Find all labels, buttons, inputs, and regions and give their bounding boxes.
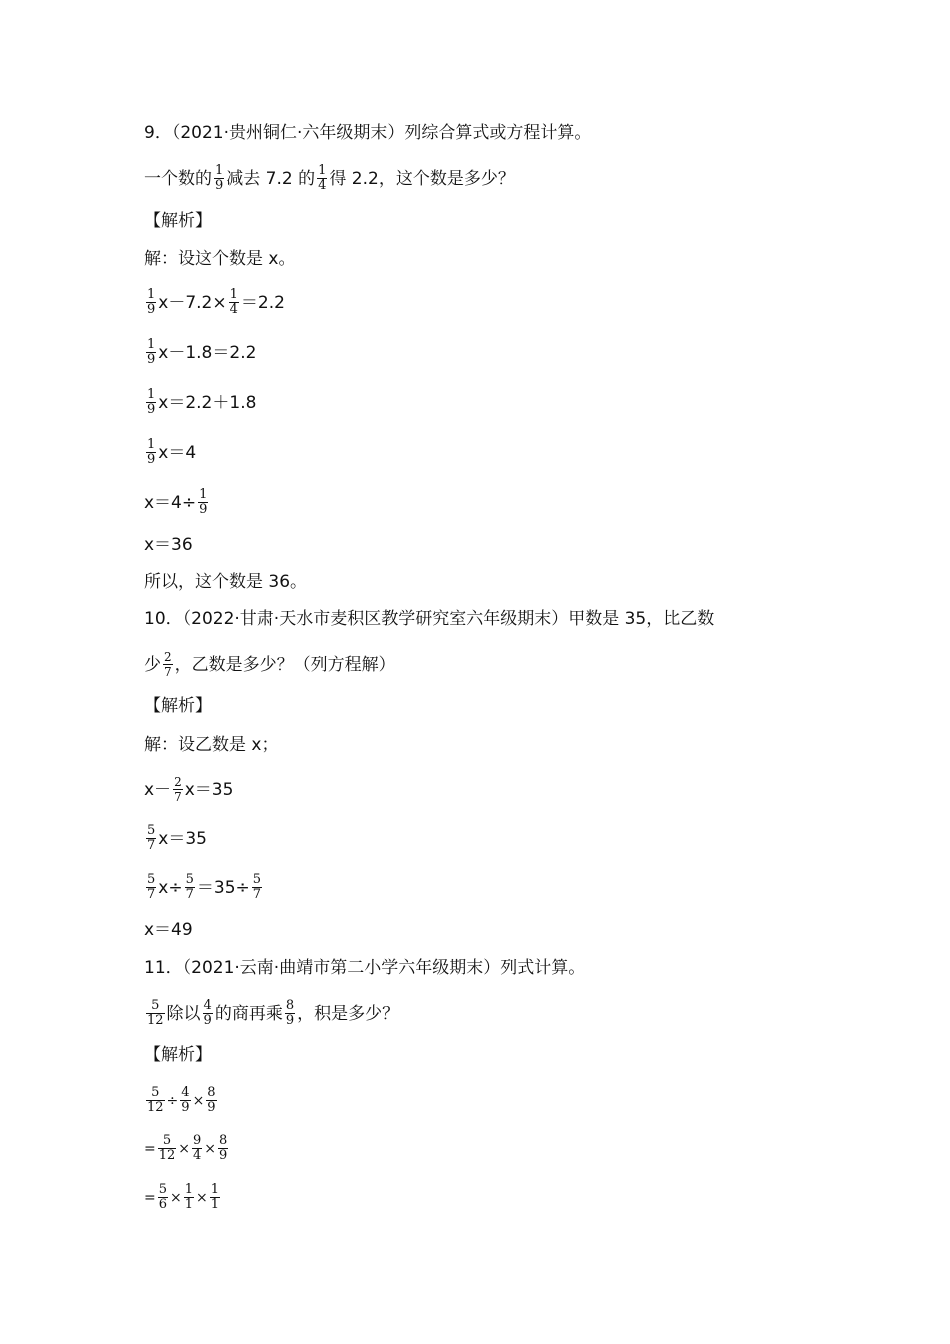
fraction: $\frac{1}{4}$: [318, 163, 327, 193]
q11-calc-line-3: = $\frac{5}{6}$ × $\frac{1}{1}$ × $\frac{1}{1}$: [144, 1182, 220, 1212]
q9-step-6: x＝36: [144, 535, 193, 555]
q11-analysis-heading: 【解析】: [144, 1045, 212, 1065]
q9-step-5: x＝4÷ $\frac{1}{9}$: [144, 487, 208, 517]
q10-step-3: $\frac{5}{7}$ x÷ $\frac{5}{7}$ ＝35÷ $\frac{5}{7}$: [147, 872, 262, 902]
q11-calc-line-2: = $\frac{5}{12}$ × $\frac{9}{4}$ × $\frac{8}{9}$: [144, 1133, 228, 1163]
q11-title: 11．（2021·云南·曲靖市第二小学六年级期末）列式计算。: [144, 958, 586, 978]
q9-step-2: $\frac{1}{9}$ x－1.8＝2.2: [147, 337, 257, 367]
q9-analysis-heading: 【解析】: [144, 211, 212, 231]
q9-question: 一个数的 $\frac{1}{9}$ 减去 7.2 的 $\frac{1}{4}$ 得 2.2，这个数是多少？: [144, 163, 515, 193]
q10-question: 少 $\frac{2}{7}$ ，乙数是多少？（列方程解）: [144, 650, 396, 679]
q10-title: 10．（2022·甘肃·天水市麦积区教学研究室六年级期末）甲数是 35，比乙数: [144, 609, 715, 629]
q10-solution-intro: 解：设乙数是 x；: [144, 735, 279, 755]
q11-question: $\frac{5}{12}$ 除以 $\frac{4}{9}$ 的商再乘 $\frac{8}{9}$ ，积是多少？: [147, 998, 400, 1028]
q10-step-4: x＝49: [144, 920, 193, 940]
q10-step-1: x－ $\frac{2}{7}$ x＝35: [144, 775, 234, 804]
q9-solution-intro: 解：设这个数是 x。: [144, 249, 296, 269]
fraction: $\frac{1}{9}$: [215, 163, 224, 193]
q9-step-3: $\frac{1}{9}$ x＝2.2＋1.8: [147, 387, 257, 417]
q9-step-4: $\frac{1}{9}$ x＝4: [147, 437, 197, 467]
q9-title: 9．（2021·贵州铜仁·六年级期末）列综合算式或方程计算。: [144, 123, 592, 143]
q9-conclusion: 所以，这个数是 36。: [144, 572, 308, 592]
q10-step-2: $\frac{5}{7}$ x＝35: [147, 823, 207, 853]
q9-step-1: $\frac{1}{9}$ x－7.2× $\frac{1}{4}$ ＝2.2: [147, 287, 285, 317]
q10-analysis-heading: 【解析】: [144, 696, 212, 716]
q11-calc-line-1: $\frac{5}{12}$ ÷ $\frac{4}{9}$ × $\frac{8}{9}$: [147, 1085, 216, 1115]
